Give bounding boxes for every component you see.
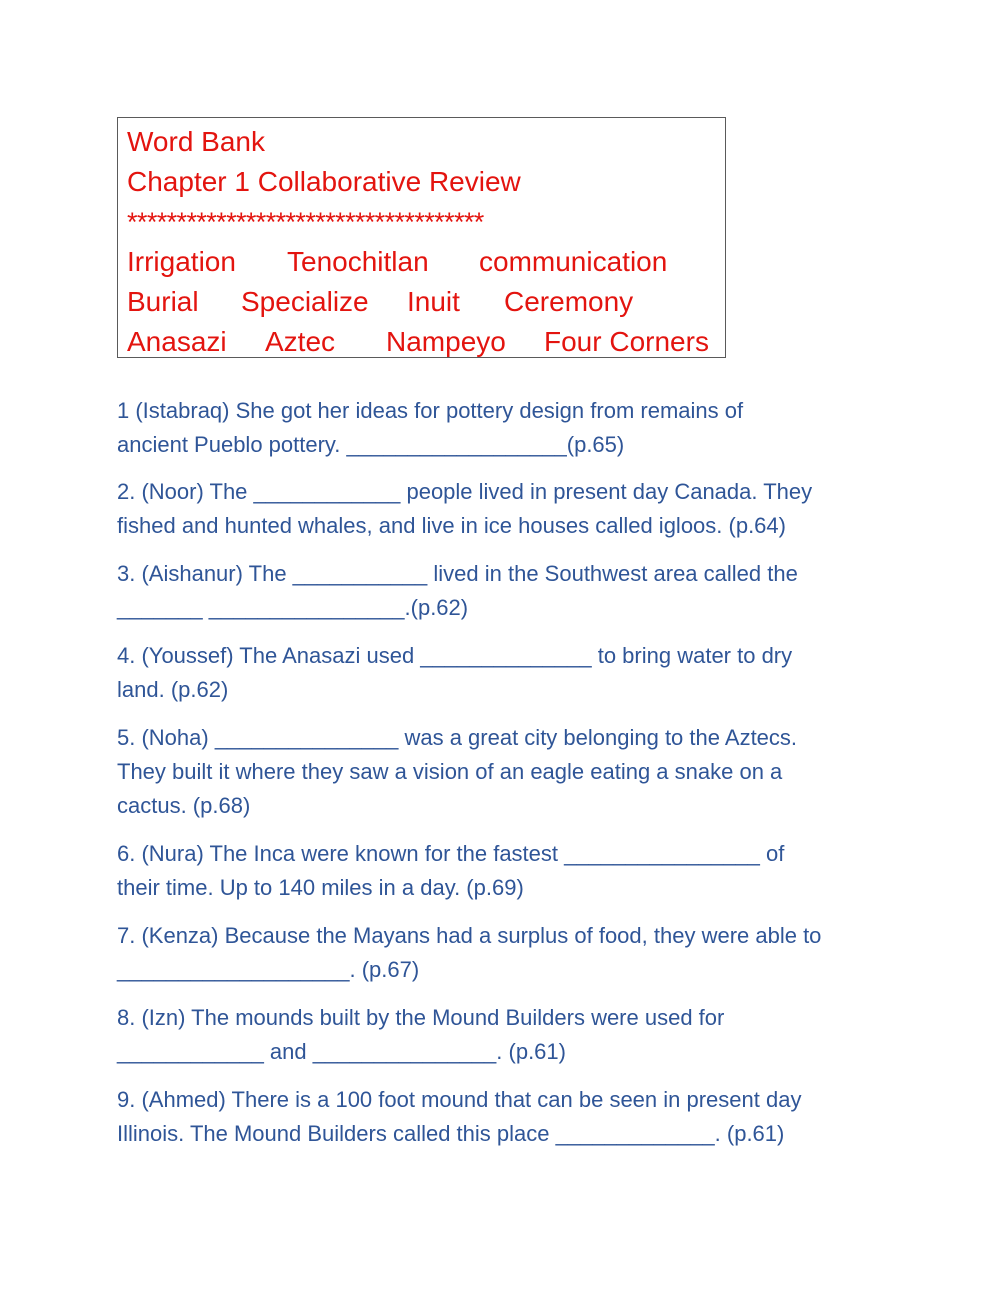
word-bank-term: Nampeyo xyxy=(386,326,506,357)
word-bank-term: Burial xyxy=(127,286,199,317)
question-line: 3. (Aishanur) The ___________ lived in the Southwest area called the xyxy=(117,561,798,586)
question-2 xyxy=(117,475,897,543)
question-6 xyxy=(117,837,897,905)
question-line: ancient Pueblo pottery. __________________(p.65) xyxy=(117,432,625,457)
question-line: ___________________. (p.67) xyxy=(117,957,420,982)
question-line: their time. Up to 140 miles in a day. (p.69) xyxy=(117,875,524,900)
question-line: 4. (Youssef) The Anasazi used ______________ to bring water to dry xyxy=(117,643,793,668)
question-line: land. (p.62) xyxy=(117,677,229,702)
word-bank-term: Inuit xyxy=(407,286,460,317)
word-bank-term: Four Corners xyxy=(544,326,709,357)
word-bank-term: Aztec xyxy=(265,326,336,357)
question-8 xyxy=(117,1001,897,1069)
question-line: They built it where they saw a vision of an eagle eating a snake on a xyxy=(117,759,783,784)
question-line: 8. (Izn) The mounds built by the Mound Builders were used for xyxy=(117,1005,725,1030)
word-bank-title: Word Bank xyxy=(127,126,265,157)
question-4 xyxy=(117,639,897,707)
question-line: ____________ and _______________. (p.61) xyxy=(117,1039,566,1064)
word-bank-term: Ceremony xyxy=(504,286,634,317)
word-bank-box xyxy=(117,117,726,358)
word-bank-row xyxy=(127,242,725,282)
question-line: _______ ________________.(p.62) xyxy=(117,595,469,620)
question-line: 5. (Noha) _______________ was a great city belonging to the Aztecs. xyxy=(117,725,798,750)
word-bank-term: Specialize xyxy=(241,286,369,317)
question-line: 6. (Nura) The Inca were known for the fastest ________________ of xyxy=(117,841,785,866)
word-bank-stars-divider: ************************************ xyxy=(127,207,484,237)
word-bank-term: Anasazi xyxy=(127,326,227,357)
question-line: 9. (Ahmed) There is a 100 foot mound that can be seen in present day xyxy=(117,1087,802,1112)
question-line: Illinois. The Mound Builders called this place _____________. (p.61) xyxy=(117,1121,785,1146)
question-line: 2. (Noor) The ____________ people lived in present day Canada. They xyxy=(117,479,813,504)
question-7 xyxy=(117,919,897,987)
word-bank-row xyxy=(127,322,725,358)
question-line: 7. (Kenza) Because the Mayans had a surplus of food, they were able to xyxy=(117,923,822,948)
question-1 xyxy=(117,394,897,462)
question-line: cactus. (p.68) xyxy=(117,793,251,818)
question-line: 1 (Istabraq) She got her ideas for pottery design from remains of xyxy=(117,398,744,423)
word-bank-term: Irrigation xyxy=(127,246,236,277)
question-9 xyxy=(117,1083,897,1151)
word-bank-term: communication xyxy=(479,246,668,277)
question-5 xyxy=(117,721,897,823)
question-3 xyxy=(117,557,897,625)
word-bank-row xyxy=(127,282,725,322)
question-line: fished and hunted whales, and live in ice houses called igloos. (p.64) xyxy=(117,513,786,538)
word-bank-term: Tenochitlan xyxy=(287,246,429,277)
word-bank-subtitle: Chapter 1 Collaborative Review xyxy=(127,166,521,197)
